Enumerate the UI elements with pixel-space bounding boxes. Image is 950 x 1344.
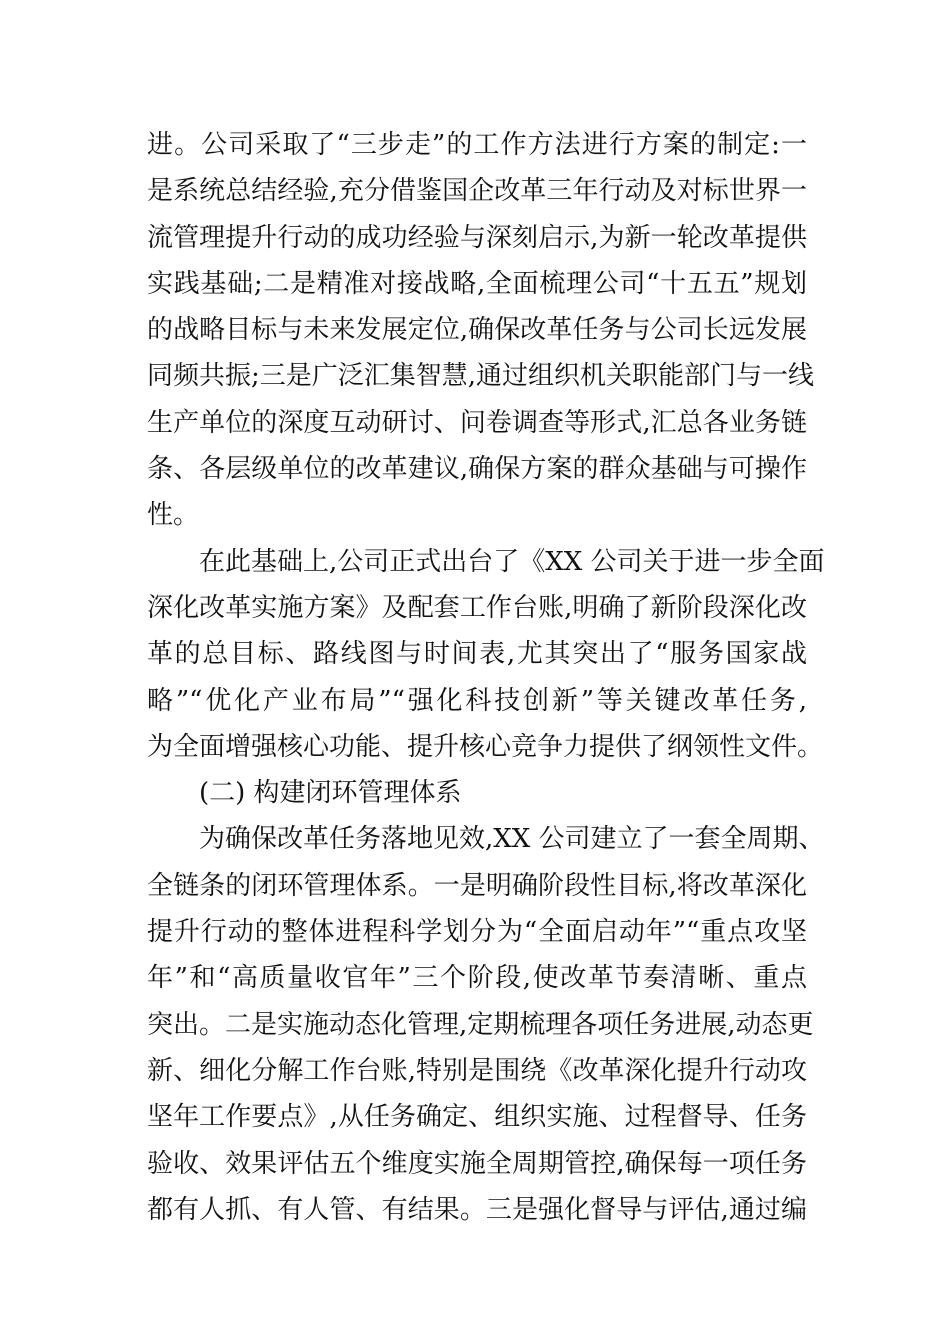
text-line: 性。: [147, 500, 200, 531]
text-line: 提升行动的整体进程科学划分为“全面启动年”“重点攻坚: [147, 917, 807, 948]
text-line: 都有人抓、有人管、有结果。三是强化督导与评估,通过编: [147, 1194, 807, 1225]
body-text: [147, 122, 825, 1233]
text-line: 同频共振;三是广泛汇集智慧,通过组织机关职能部门与一线: [147, 361, 815, 392]
paragraph-start-line: 为确保改革任务落地见效,XX 公司建立了一套全周期、: [199, 824, 825, 855]
text-line: 实践基础;二是精准对接战略,全面梳理公司“十五五”规划: [147, 268, 807, 299]
text-line: 生产单位的深度互动研讨、问卷调查等形式,汇总各业务链: [147, 407, 807, 438]
text-line: 年”和“高质量收官年”三个阶段,使改革节奏清晰、重点: [147, 963, 807, 994]
text-line: 流管理提升行动的成功经验与深刻启示,为新一轮改革提供: [147, 222, 807, 253]
text-line: 是系统总结经验,充分借鉴国企改革三年行动及对标世界一: [147, 176, 807, 207]
text-line: 的战略目标与未来发展定位,确保改革任务与公司长远发展: [147, 315, 807, 346]
text-line: 新、细化分解工作台账,特别是围绕《改革深化提升行动攻: [147, 1055, 807, 1086]
text-line: 突出。二是实施动态化管理,定期梳理各项任务进展,动态更: [147, 1009, 814, 1040]
text-line: 全链条的闭环管理体系。一是明确阶段性目标,将改革深化: [147, 870, 807, 901]
text-line: 条、各层级单位的改革建议,确保方案的群众基础与可操作: [147, 454, 807, 485]
text-line: 进。公司采取了“三步走”的工作方法进行方案的制定:一: [147, 130, 807, 160]
text-line: 深化改革实施方案》及配套工作台账,明确了新阶段深化改: [147, 592, 807, 623]
text-line: 革的总目标、路线图与时间表,尤其突出了“服务国家战: [147, 639, 807, 670]
section-heading: (二) 构建闭环管理体系: [199, 778, 462, 809]
text-line: 坚年工作要点》,从任务确定、组织实施、过程督导、任务: [147, 1102, 807, 1133]
text-line: 略”“优化产业布局”“强化科技创新”等关键改革任务,: [147, 685, 807, 716]
text-line: 为全面增强核心功能、提升核心竞争力提供了纲领性文件。: [147, 731, 824, 762]
paragraph-start-line: 在此基础上,公司正式出台了《XX 公司关于进一步全面: [199, 546, 825, 577]
text-line: 验收、效果评估五个维度实施全周期管控,确保每一项任务: [147, 1148, 807, 1179]
